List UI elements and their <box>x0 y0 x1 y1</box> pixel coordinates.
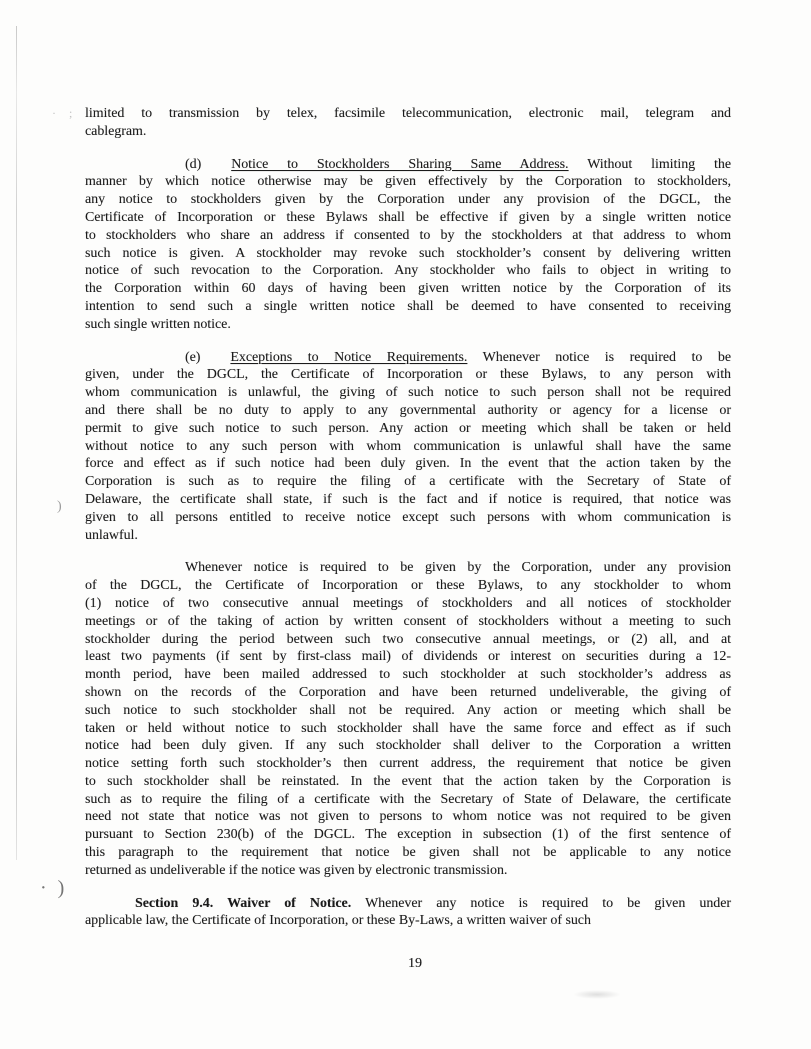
text-line <box>85 298 731 316</box>
scan-artifact-mark-middle: ) <box>57 499 62 514</box>
text-line <box>85 631 731 649</box>
document-body <box>85 105 731 930</box>
text-line <box>85 791 731 809</box>
underlined-heading: Exceptions to Notice Requirements. <box>230 349 468 365</box>
text-line <box>85 280 731 298</box>
paragraph-section-9-4-waiver-of-notice <box>85 895 731 931</box>
text-line <box>85 509 731 527</box>
text-line <box>85 420 731 438</box>
text-run: given to all persons entitled to receive notice except such persons with whom communication is <box>85 509 731 525</box>
underlined-heading: Notice to Stockholders Sharing Same Address. <box>231 156 569 172</box>
text-line <box>85 666 731 684</box>
text-run: such notice is given. A stockholder may revoke such stockholder’s consent by delivering written <box>85 245 731 261</box>
text-run: Certificate of Incorporation or these Bylaws shall be effective if given by a single written notice <box>85 209 731 225</box>
text-line <box>85 912 731 930</box>
text-run: without notice to any such person with whom communication is unlawful shall have the same <box>85 438 731 454</box>
text-line <box>85 755 731 773</box>
text-line <box>85 402 731 420</box>
text-run: notice had been duly given. If any such stockholder shall deliver to the Corporation a written <box>85 738 731 754</box>
text-line <box>85 844 731 862</box>
text-run: least two payments (if sent by first-class mail) of dividends or interest on securities during a 12- <box>85 649 731 665</box>
text-line <box>85 895 731 913</box>
text-run: Whenever any notice is required to be given under <box>351 895 732 911</box>
text-run: of the DGCL, the Certificate of Incorporation or these Bylaws, to any stockholder to whom <box>85 578 731 594</box>
text-run: need not state that notice was not given to persons to whom notice was not required to be given <box>85 809 731 825</box>
text-run: to such stockholder shall be reinstated. In the event that the action taken by the Corporation is <box>85 773 731 789</box>
scan-artifact-mark-bottom: · ) <box>40 877 68 899</box>
text-line <box>85 384 731 402</box>
text-run: such as to require the filing of a certificate with the Secretary of State of Delaware, the certificate <box>85 791 731 807</box>
text-line <box>85 438 731 456</box>
text-run: taken or held without notice to such stockholder shall have the same force and effect as if such <box>85 720 731 736</box>
text-line <box>85 227 731 245</box>
text-run: permit to give such notice to such person. Any action or meeting which shall be taken or held <box>85 420 731 436</box>
bold-heading: Section 9.4. <box>135 895 214 911</box>
text-line <box>85 702 731 720</box>
text-line <box>85 808 731 826</box>
text-line <box>85 613 731 631</box>
paragraph-intro-continuation <box>85 105 731 141</box>
text-run: this paragraph to the requirement that notice be given shall not be applicable to any notice <box>85 845 731 861</box>
text-run: cablegram. <box>85 123 147 139</box>
scan-artifact-smudge <box>573 990 621 999</box>
text-run: manner by which notice otherwise may be given effectively by the Corporation to stockholders, <box>85 174 731 190</box>
paragraph-subsection-e <box>85 349 731 545</box>
text-line <box>85 527 731 545</box>
text-run: limited to transmission by telex, facsimile telecommunication, electronic mail, telegram and <box>85 106 731 121</box>
text-run: (1) notice of two consecutive annual meetings of stockholders and all notices of stockholder <box>85 595 731 611</box>
text-run: whom communication is unlawful, the giving of such notice to such person shall not be required <box>85 385 731 401</box>
text-run: notice setting forth such stockholder’s then current address, the requirement that notice be given <box>85 756 731 772</box>
text-line <box>85 316 731 334</box>
text-line <box>85 737 731 755</box>
text-line <box>85 191 731 209</box>
text-line <box>85 173 731 191</box>
scan-artifact-vertical-line-icon <box>16 26 17 860</box>
paragraph-undeliverable-notice <box>85 559 731 879</box>
text-line <box>85 595 731 613</box>
text-run: and there shall be no duty to apply to any governmental authority or agency for a license or <box>85 402 731 418</box>
text-run: the Corporation within 60 days of having been given written notice by the Corporation of its <box>85 281 731 297</box>
text-line <box>85 577 731 595</box>
text-line <box>85 773 731 791</box>
bold-heading: Waiver of Notice. <box>227 895 352 911</box>
text-run: any notice to stockholders given by the Corporation under any provision of the DGCL, the <box>85 192 731 208</box>
text-line <box>85 105 731 123</box>
text-line <box>85 862 731 880</box>
text-run: shown on the records of the Corporation and have been returned undeliverable, the giving of <box>85 684 731 700</box>
text-run: to stockholders who share an address if consented to by the stockholders at that address to whom <box>85 227 731 243</box>
text-run: (d) <box>185 156 202 172</box>
text-run: stockholder during the period between such two consecutive annual meetings, or (2) all, and at <box>85 631 731 647</box>
text-run: returned as undeliverable if the notice was given by electronic transmission. <box>85 862 508 878</box>
text-line <box>85 684 731 702</box>
text-line <box>85 262 731 280</box>
text-line <box>85 366 731 384</box>
text-line <box>85 156 731 174</box>
text-run: Whenever notice is required to be <box>467 349 731 365</box>
paragraph-subsection-d <box>85 156 731 334</box>
scan-artifact-mark-top: · ; <box>52 106 78 120</box>
text-run: notice of such revocation to the Corporation. Any stockholder who fails to object in writing to <box>85 263 731 279</box>
text-line <box>85 123 731 141</box>
text-run: such single written notice. <box>85 316 231 332</box>
text-run: Delaware, the certificate shall state, if such is the fact and if notice is required, that notice was <box>85 491 731 507</box>
text-line <box>85 455 731 473</box>
text-run: force and effect as if such notice had been duly given. In the event that the action taken by the <box>85 456 731 472</box>
text-run: such notice to such stockholder shall not be required. Any action or meeting which shall be <box>85 702 731 718</box>
text-run: applicable law, the Certificate of Incorporation, or these By-Laws, a written waiver of such <box>85 913 591 929</box>
text-run: intention to send such a single written notice shall be deemed to have consented to receiving <box>85 298 731 314</box>
text-run: pursuant to Section 230(b) of the DGCL. The exception in subsection (1) of the first sentence of <box>85 827 731 843</box>
text-run: month period, have been mailed addressed to such stockholder at such stockholder’s address as <box>85 667 731 683</box>
text-run: meetings or of the taking of action by written consent of stockholders without a meeting to such <box>85 613 731 629</box>
text-run: unlawful. <box>85 527 138 543</box>
text-run: Whenever notice is required to be given by the Corporation, under any provision <box>185 560 731 576</box>
text-line <box>85 491 731 509</box>
text-line <box>85 826 731 844</box>
text-run: Corporation is such as to require the filing of a certificate with the Secretary of State of <box>85 474 731 490</box>
text-run: (e) <box>185 349 201 365</box>
text-run: given, under the DGCL, the Certificate of Incorporation or these Bylaws, to any person with <box>85 367 731 383</box>
text-line <box>85 720 731 738</box>
text-line <box>85 209 731 227</box>
text-line <box>85 559 731 577</box>
text-line <box>85 473 731 491</box>
text-line <box>85 349 731 367</box>
text-line <box>85 648 731 666</box>
text-line <box>85 245 731 263</box>
text-run: Without limiting the <box>568 156 731 172</box>
page-number: 19 <box>408 956 422 971</box>
